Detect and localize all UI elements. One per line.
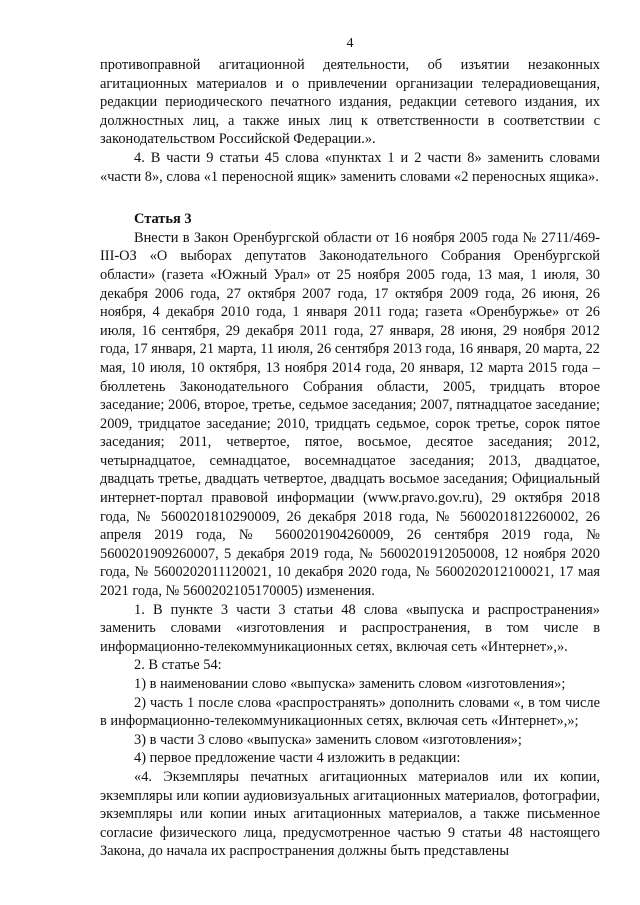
paragraph-subitem-4: 4) первое предложение части 4 изложить в редакции: [134,750,461,767]
paragraph-subitem-1: 1) в наименовании слово «выпуска» заменить словом «изготовления»; [134,676,566,692]
paragraph-item-4: 4. В части 9 статьи 45 слова «пунктах 1 и 2 части 8» заменить словами «части 8», слова «1 переносной ящик» заменить словами «2 переносных ящика». [100,149,600,185]
paragraph-quoted-part-4: «4. Экземпляры печатных агитационных материалов или их копии, экземпляры или копии аудиовизуальных агитационных материалов, фотографии, экземпляры или копии иных агитационных материалов, а также письменное согласие физического лица, предусмотренное частью 9 статьи 48 настоящего Закона, до начала их распространения должны быть представлены [100,768,600,860]
article-heading: Статья 3 [134,211,192,228]
paragraph-continued: противоправной агитационной деятельности, об изъятии незаконных агитационных материалов и о привлечении организации телерадиовещания, редакции периодического печатного издания, редакции сетевого издания, их должностных лиц, а также иных лиц к ответственности в соответствии с законодательством Российской Федерации.». [100,57,600,148]
paragraph-subitem-2: 2) часть 1 после слова «распространять» дополнить словами «, в том числе в информационно-телекоммуникационных сетях, включая сеть «Интернет»,»; [100,694,600,730]
paragraph-item-2: 2. В статье 54: [134,657,222,674]
paragraph-subitem-3: 3) в части 3 слово «выпуска» заменить словом «изготовления»; [134,731,522,748]
document-body [100,56,600,861]
paragraph-item-1: 1. В пункте 3 части 3 статьи 48 слова «выпуска и распространения» заменить словами «изготовления и распространения, в том числе в информационно-телекоммуникационных сетях, включая сеть «Интернет»,». [100,601,600,655]
paragraph-article-intro: Внести в Закон Оренбургской области от 16 ноября 2005 года № 2711/469-III-ОЗ «О выборах депутатов Законодательного Собрания Оренбургской области» (газета «Южный Урал» от 25 ноября 2005 года, 13 мая, 1 июля, 30 декабря 2006 года, 27 октября 2007 года, 17 октября 2009 года, 26 июня, 26 ноября, 4 декабря 2010 года, 1 января 2011 года; газета «Оренбуржье» от 26 июля, 16 сентября, 29 декабря 2011 года, 27 января, 28 июня, 29 ноября 2012 года, 17 января, 21 марта, 11 июля, 26 сентября 2013 года, 16 января, 20 марта, 22 мая, 10 июля, 10 октября, 13 ноября 2014 года, 20 января, 12 марта 2015 года – бюллетень Законодательного Собрания области, 2005, тридцать второе заседание; 2006, второе, третье, седьмое заседания; 2007, пятнадцатое заседание; 2009, тридцатое заседание; 2010, тридцать седьмое, сорок третье, сорок пятое заседания; 2011, четвертое, пятое, восьмое, десятое заседания; 2012, четырнадцатое, семнадцатое, восемнадцатое заседания; 2013, двадцатое, двадцать третье, двадцать четвертое, двадцать восьмое заседания; Официальный интернет-портал правовой информации (www.pravo.gov.ru), 29 октября 2018 года, № 5600201810290009, 26 декабря 2018 года, № 5600201812260002, 26 апреля 2019 года, № 5600201904260009, 26 сентября 2019 года, № 5600201909260007, 5 декабря 2019 года, № 5600201912050008, 12 ноября 2020 года, № 5600202011120021, 10 декабря 2020 года, № 5600202012100021, 17 мая 2021 года, № 5600202105170005) изменения. [100,229,600,600]
page-number: 4 [346,36,354,51]
